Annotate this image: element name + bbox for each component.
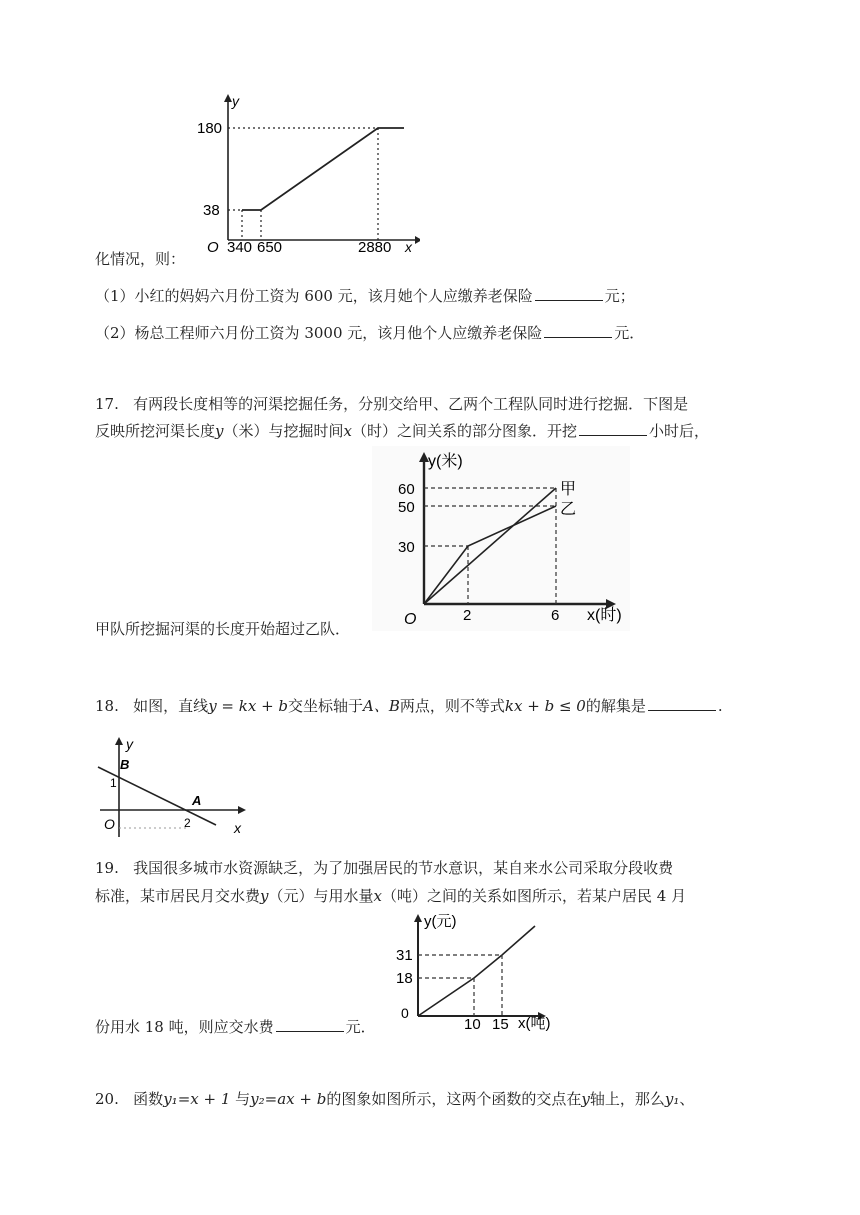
q20-text-c: 的图象如图所示，这两个函数的交点在 bbox=[326, 1090, 582, 1108]
q19-line3 bbox=[95, 1016, 376, 1038]
q17-series-yi: 乙 bbox=[560, 501, 577, 518]
q19-line3-a: 份用水 18 吨，则应交水费 bbox=[95, 1018, 274, 1036]
q16-part1 bbox=[95, 285, 635, 307]
q20-line1 bbox=[95, 1088, 694, 1110]
q17-line2-c: （时）之间关系的部分图象．开挖 bbox=[351, 422, 577, 440]
q19-y-tick-18: 18 bbox=[396, 970, 413, 987]
q20-y1: y₁ bbox=[163, 1090, 178, 1108]
q19-x-tick-15: 15 bbox=[492, 1016, 509, 1033]
q17-y-tick-30: 30 bbox=[398, 539, 415, 556]
q19-x-tick-10: 10 bbox=[464, 1016, 481, 1033]
q17-line1-text: 有两段长度相等的河渠挖掘任务，分别交给甲、乙两个工程队同时进行挖掘．下图是 bbox=[133, 395, 689, 413]
q17-y-axis-label: y(米) bbox=[428, 453, 463, 470]
q16-y-tick-38: 38 bbox=[203, 202, 220, 219]
q19-y-tick-31: 31 bbox=[396, 947, 413, 964]
q18-number: 18. bbox=[95, 697, 119, 715]
q19-y-axis-label: y(元) bbox=[424, 913, 457, 930]
q20-text-d: 轴上，那么 bbox=[589, 1090, 665, 1108]
q16-part1-unit: 元； bbox=[604, 287, 635, 305]
q19-origin-label: 0 bbox=[401, 1005, 409, 1021]
q17-graph bbox=[372, 446, 630, 631]
q18-origin-label: O bbox=[104, 816, 115, 832]
q18-graph bbox=[92, 733, 252, 839]
q17-y-tick-60: 60 bbox=[398, 481, 415, 498]
q18-x-tick-2: 2 bbox=[184, 816, 191, 830]
q16-part2-blank[interactable] bbox=[544, 323, 612, 338]
q17-line3-text: 甲队所挖掘河渠的长度开始超过乙队． bbox=[95, 620, 351, 638]
q17-blank[interactable] bbox=[579, 421, 647, 436]
q20-text-e: 、 bbox=[679, 1090, 695, 1108]
q16-x-tick-650: 650 bbox=[257, 239, 283, 254]
q18-text-e: . bbox=[717, 697, 723, 715]
q17-origin-label: O bbox=[404, 611, 417, 628]
q16-part1-text: （1）小红的妈妈六月份工资为 600 元，该月她个人应缴养老保险 bbox=[95, 287, 533, 305]
q16-y-axis-label: y bbox=[232, 93, 239, 109]
q16-part1-blank[interactable] bbox=[535, 286, 603, 301]
q17-y-tick-50: 50 bbox=[398, 499, 415, 516]
q18-text-d: 的解集是 bbox=[585, 697, 646, 715]
q19-line1-text: 我国很多城市水资源缺乏，为了加强居民的节水意识，某自来水公司采取分段收费 bbox=[133, 859, 674, 877]
q18-point-b-label: B bbox=[120, 757, 130, 772]
q20-eq2: =ax + b bbox=[264, 1090, 327, 1108]
q19-graph bbox=[390, 910, 585, 1035]
q18-line1 bbox=[95, 695, 723, 717]
q17-line2-a: 反映所挖河渠长度 bbox=[95, 422, 216, 440]
q20-eq1: =x + 1 bbox=[177, 1090, 231, 1108]
q16-part2 bbox=[95, 322, 644, 344]
q19-line2-c: （吨）之间的关系如图所示，若某户居民 4 月 bbox=[381, 887, 687, 905]
q19-line3-b: 元． bbox=[345, 1018, 376, 1036]
q17-var-y: y bbox=[215, 422, 224, 440]
q19-blank[interactable] bbox=[276, 1017, 344, 1032]
q20-text-b: 与 bbox=[235, 1090, 251, 1108]
q17-line1 bbox=[95, 393, 688, 415]
q19-line1 bbox=[95, 857, 673, 879]
q17-line2-b: （米）与挖掘时间 bbox=[223, 422, 344, 440]
q19-x-axis-label: x(吨) bbox=[518, 1015, 551, 1032]
q20-text-a: 函数 bbox=[133, 1090, 164, 1108]
q17-var-x: x bbox=[343, 422, 352, 440]
q17-x-axis-label: x(时) bbox=[587, 607, 622, 624]
q18-points: A、B bbox=[363, 697, 400, 715]
q19-line2 bbox=[95, 885, 686, 907]
q18-x-axis-label: x bbox=[234, 820, 241, 836]
q16-x-tick-340: 340 bbox=[227, 239, 253, 254]
q18-point-a-label: A bbox=[192, 793, 202, 808]
q19-line2-a: 标准，某市居民月交水费 bbox=[95, 887, 261, 905]
q16-part2-text: （2）杨总工程师六月份工资为 3000 元，该月他个人应缴养老保险 bbox=[95, 324, 543, 342]
q17-line2 bbox=[95, 420, 709, 442]
q19-line2-b: （元）与用水量 bbox=[268, 887, 374, 905]
q16-x-tick-2880: 2880 bbox=[358, 239, 392, 254]
q18-y-axis-label: y bbox=[126, 736, 133, 752]
q17-line2-d: 小时后， bbox=[649, 422, 710, 440]
q19-var-x: x bbox=[373, 887, 382, 905]
q18-text-c: 两点，则不等式 bbox=[399, 697, 505, 715]
q18-text-a: 如图，直线 bbox=[133, 697, 209, 715]
q17-x-tick-2: 2 bbox=[463, 607, 472, 624]
q16-origin-label: O bbox=[207, 239, 219, 254]
q20-y2: y₂ bbox=[250, 1090, 265, 1108]
q17-number: 17. bbox=[95, 395, 119, 413]
q20-y1b: y₁ bbox=[664, 1090, 680, 1108]
q17-series-jia: 甲 bbox=[560, 481, 577, 498]
q20-y-axis: y bbox=[581, 1090, 590, 1108]
q18-y-tick-1: 1 bbox=[110, 776, 117, 790]
q16-part2-unit: 元． bbox=[614, 324, 645, 342]
q19-var-y: y bbox=[260, 887, 269, 905]
q17-x-tick-6: 6 bbox=[551, 607, 560, 624]
q18-text-b: 交坐标轴于 bbox=[288, 697, 364, 715]
q19-number: 19. bbox=[95, 859, 119, 877]
q18-inequality: kx + b ≤ 0 bbox=[504, 697, 586, 715]
q20-number: 20. bbox=[95, 1090, 119, 1108]
q18-equation: y = kx + b bbox=[208, 697, 289, 715]
q16-x-axis-label: x bbox=[405, 239, 412, 254]
q18-blank[interactable] bbox=[648, 696, 716, 711]
q17-line3 bbox=[95, 618, 350, 640]
q16-graph bbox=[190, 92, 420, 254]
q16-y-tick-180: 180 bbox=[197, 120, 223, 137]
q16-intro-tail bbox=[95, 248, 185, 270]
q16-intro-text: 化情况，则： bbox=[95, 250, 186, 268]
